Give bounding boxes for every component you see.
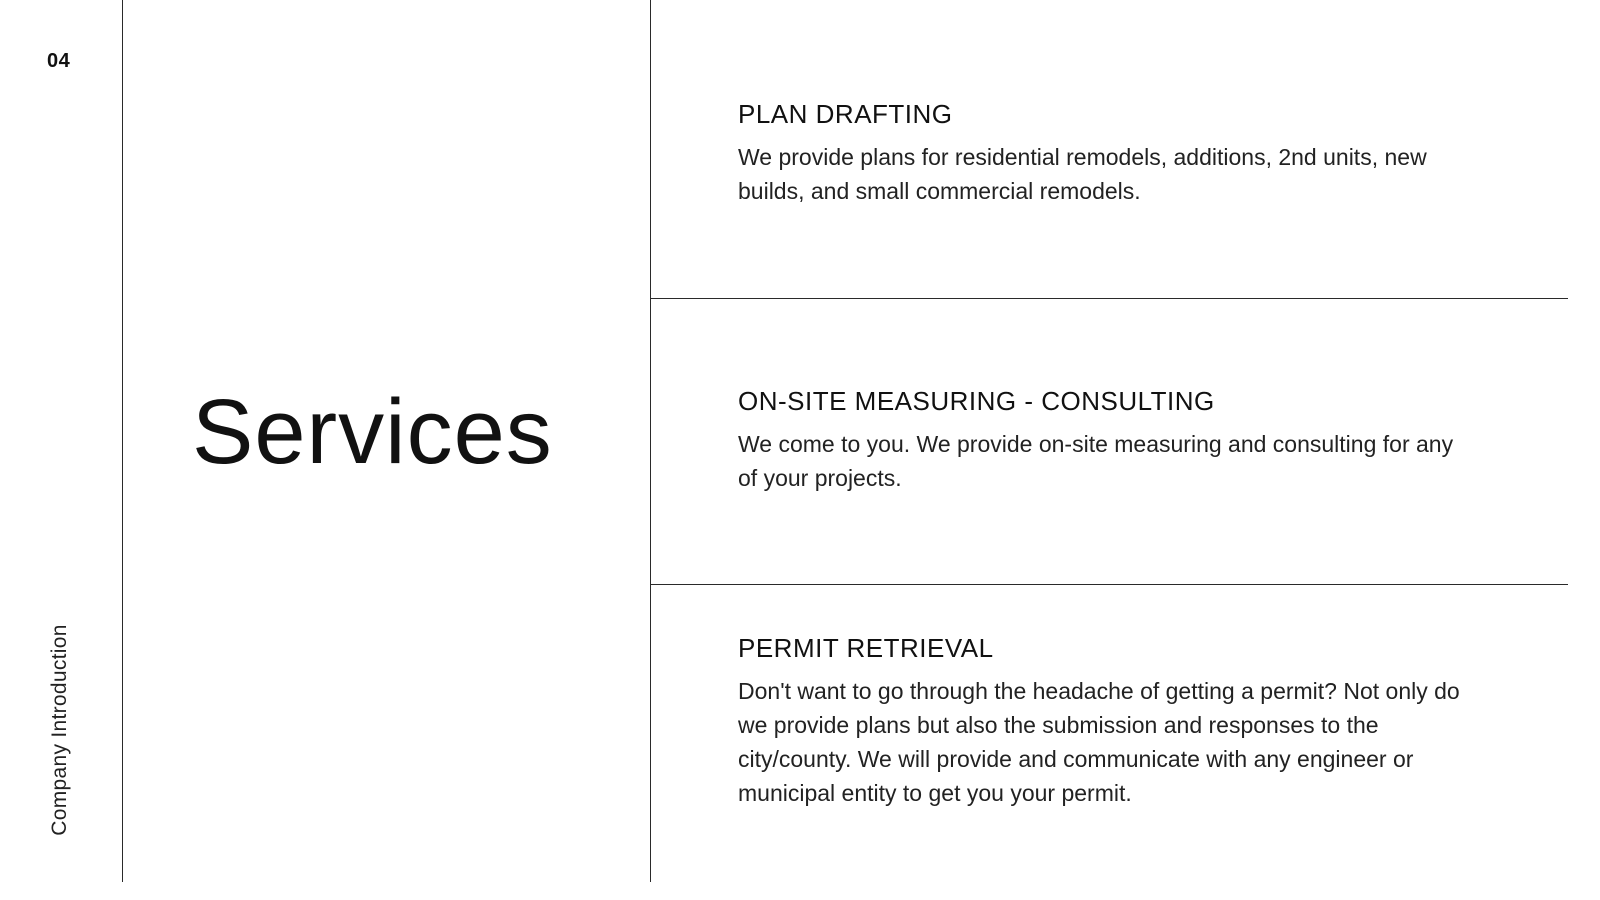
middle-divider (650, 0, 651, 882)
service-description: We provide plans for residential remodels, additions, 2nd units, new builds, and small commercial remodels. (738, 144, 1427, 204)
service-heading: ON-SITE MEASURING - CONSULTING (738, 386, 1215, 416)
row-divider-1 (650, 298, 1568, 299)
row-divider-2 (650, 584, 1568, 585)
section-label: Company Introduction (48, 624, 71, 836)
service-plan-drafting (738, 98, 1478, 208)
left-divider (122, 0, 123, 882)
service-on-site-measuring (738, 385, 1478, 495)
service-heading: PLAN DRAFTING (738, 99, 953, 129)
service-description: Don't want to go through the headache of getting a permit? Not only do we provide plans but also the submission and responses to the city/county. We will provide and communicate with any engineer or municipal entity to get you your permit. (738, 678, 1460, 806)
page-number: 04 (47, 50, 71, 72)
page-title: Services (192, 381, 553, 483)
service-permit-retrieval (738, 632, 1478, 810)
service-description: We come to you. We provide on-site measuring and consulting for any of your projects. (738, 431, 1454, 491)
service-heading: PERMIT RETRIEVAL (738, 633, 994, 663)
